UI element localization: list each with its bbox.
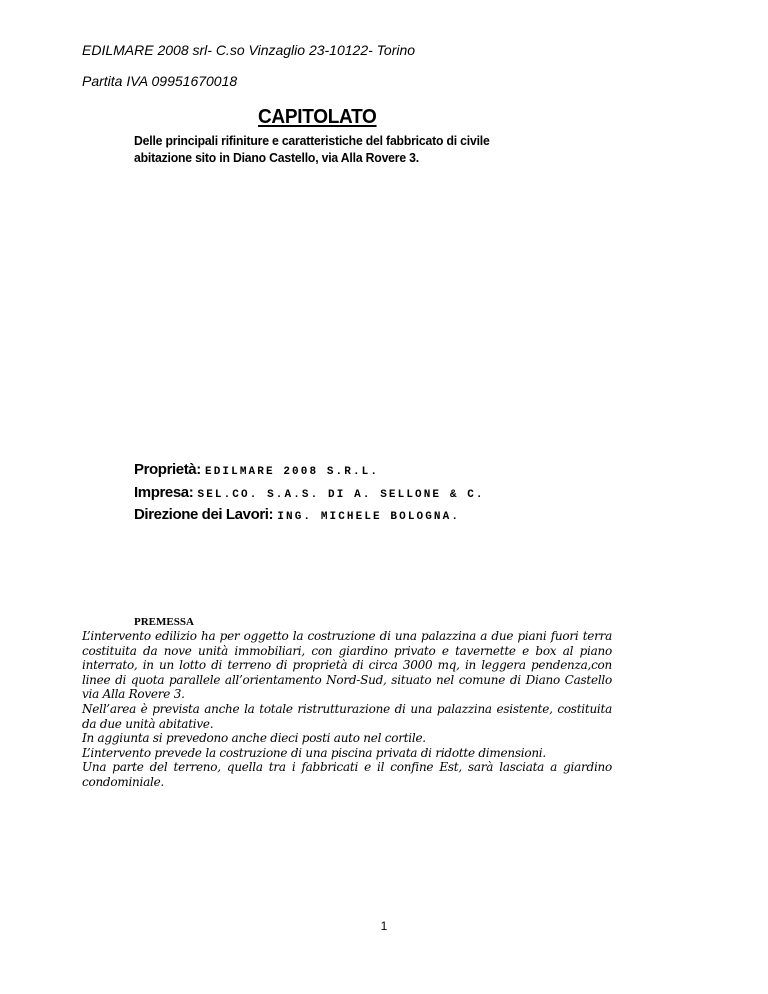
party-label: Proprietà:: [134, 461, 201, 478]
company-header: EDILMARE 2008 srl- C.so Vinzaglio 23-10122- Torino: [82, 42, 416, 58]
party-contractor: [134, 483, 485, 505]
vat-number: Partita IVA 09951670018: [82, 73, 238, 89]
premessa-body: [82, 629, 612, 790]
party-label: Impresa:: [134, 484, 194, 501]
party-value: ING. MICHELE BOLOGNA.: [277, 511, 461, 523]
premessa-paragraph: Nell’area è prevista anche la totale ristrutturazione di una palazzina esistente, costituita da due unità abitative.: [82, 701, 612, 731]
party-label: Direzione dei Lavori:: [134, 506, 274, 523]
document-subtitle: Delle principali rifiniture e caratteristiche del fabbricato di civile abitazione sito in Diano Castello, via Alla Rovere 3.: [134, 133, 490, 165]
page-number: 1: [380, 919, 388, 933]
party-value: SEL.CO. S.A.S. DI A. SELLONE & C.: [197, 489, 485, 501]
document-title: CAPITOLATO: [258, 106, 377, 128]
party-works-director: [134, 505, 460, 527]
premessa-paragraph: In aggiunta si prevedono anche dieci posti auto nel cortile.: [82, 731, 426, 746]
party-value: EDILMARE 2008 S.R.L.: [205, 466, 380, 478]
premessa-paragraph: L’intervento edilizio ha per oggetto la costruzione di una palazzina a due piani fuori terra costituita da nove unità immobiliari, con giardino privato e tavernette e box al piano interrato, in un lotto di terreno di proprietà di circa 3000 mq, in leggera pendenza,con linee di quota parallele all’orientamento Nord-Sud, situato nel comune di Diano Castello via Alla Rovere 3.: [82, 629, 612, 702]
premessa-heading: PREMESSA: [134, 616, 194, 628]
premessa-paragraph: L’intervento prevede la costruzione di una piscina privata di ridotte dimensioni.: [82, 745, 546, 760]
premessa-paragraph: Una parte del terreno, quella tra i fabbricati e il confine Est, sarà lasciata a giardino condominiale.: [82, 760, 612, 789]
party-owner: [134, 460, 379, 482]
